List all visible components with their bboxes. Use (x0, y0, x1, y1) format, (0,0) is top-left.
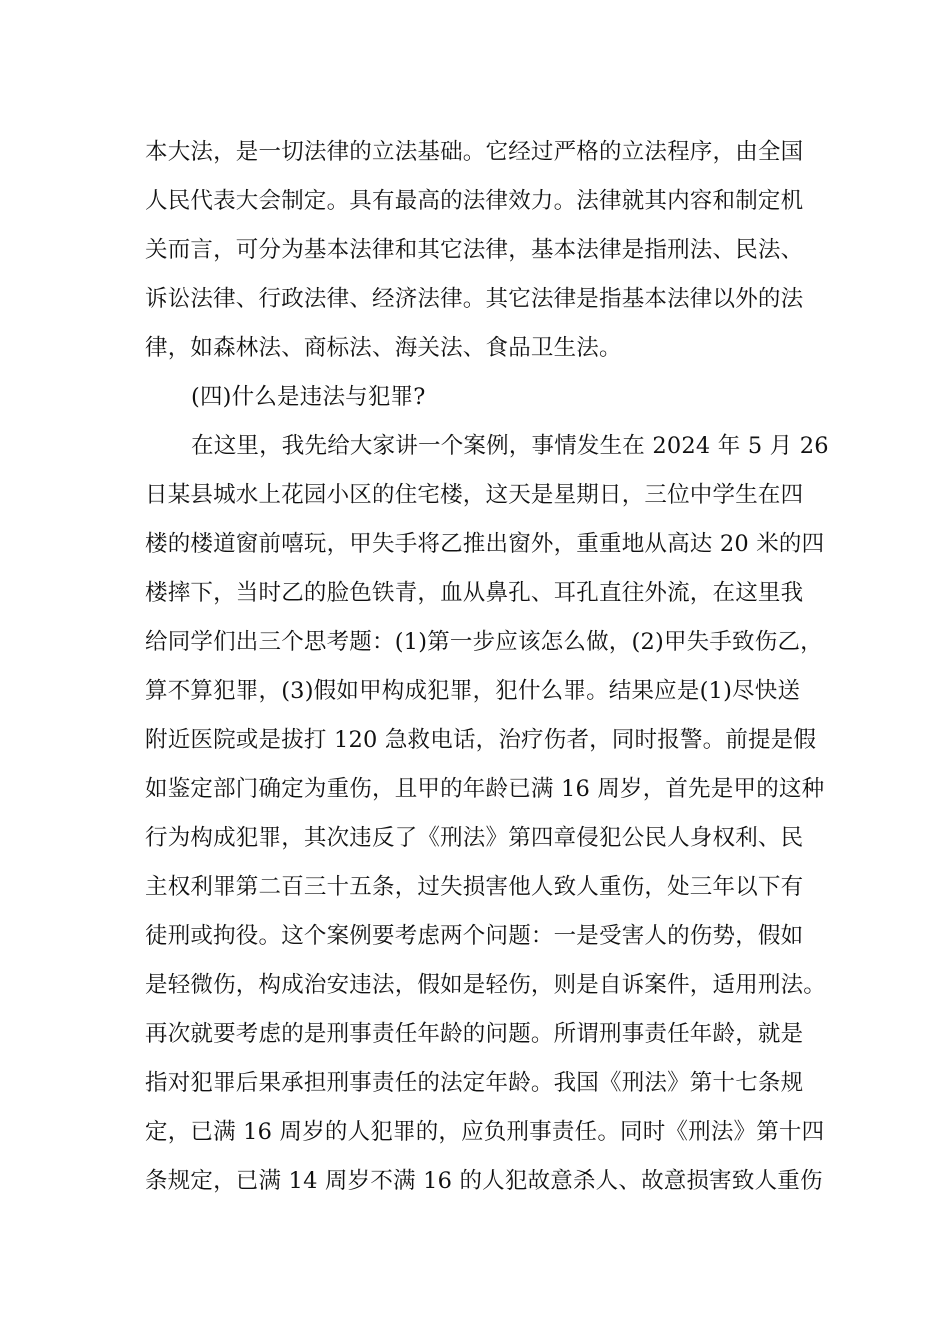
text-line: 附近医院或是拔打 120 急救电话，治疗伤者，同时报警。前提是假 (145, 727, 817, 753)
text-line: 条规定，已满 14 周岁不满 16 的人犯故意杀人、故意损害致人重伤 (145, 1168, 823, 1194)
text-line: 定，已满 16 周岁的人犯罪的，应负刑事责任。同时《刑法》第十四 (145, 1119, 825, 1145)
text-line: 行为构成犯罪，其次违反了《刑法》第四章侵犯公民人身权利、民 (145, 825, 804, 851)
text-line: 诉讼法律、行政法律、经济法律。其它法律是指基本法律以外的法 (145, 286, 804, 312)
text-line: 日某县城水上花园小区的住宅楼，这天是星期日，三位中学生在四 (145, 482, 804, 508)
text-line: 律，如森林法、商标法、海关法、食品卫生法。 (145, 335, 622, 361)
text-line: 人民代表大会制定。具有最高的法律效力。法律就其内容和制定机 (145, 188, 804, 214)
text-line: 指对犯罪后果承担刑事责任的法定年龄。我国《刑法》第十七条规 (145, 1070, 804, 1096)
text-line: 楼摔下，当时乙的脸色铁青，血从鼻孔、耳孔直往外流，在这里我 (145, 580, 804, 606)
text-line: 如鉴定部门确定为重伤，且甲的年龄已满 16 周岁，首先是甲的这种 (145, 776, 825, 802)
text-line: 关而言，可分为基本法律和其它法律，基本法律是指刑法、民法、 (145, 237, 804, 263)
section-heading: (四)什么是违法与犯罪? (191, 384, 426, 410)
text-line: 再次就要考虑的是刑事责任年龄的问题。所谓刑事责任年龄，就是 (145, 1021, 804, 1047)
document-body (145, 128, 829, 1206)
text-line: 主权利罪第二百三十五条，过失损害他人致人重伤，处三年以下有 (145, 874, 804, 900)
text-line: 算不算犯罪，(3)假如甲构成犯罪，犯什么罪。结果应是(1)尽快送 (145, 678, 801, 704)
text-line: 楼的楼道窗前嘻玩，甲失手将乙推出窗外，重重地从高达 20 米的四 (145, 531, 825, 557)
text-line: 给同学们出三个思考题：(1)第一步应该怎么做，(2)甲失手致伤乙， (145, 629, 823, 655)
text-line: 是轻微伤，构成治安违法，假如是轻伤，则是自诉案件，适用刑法。 (145, 972, 827, 998)
text-line: 徒刑或拘役。这个案例要考虑两个问题：一是受害人的伤势，假如 (145, 923, 804, 949)
paragraph-start: 在这里，我先给大家讲一个案例，事情发生在 2024 年 5 月 26 (191, 433, 829, 459)
text-line: 本大法，是一切法律的立法基础。它经过严格的立法程序，由全国 (145, 139, 804, 165)
